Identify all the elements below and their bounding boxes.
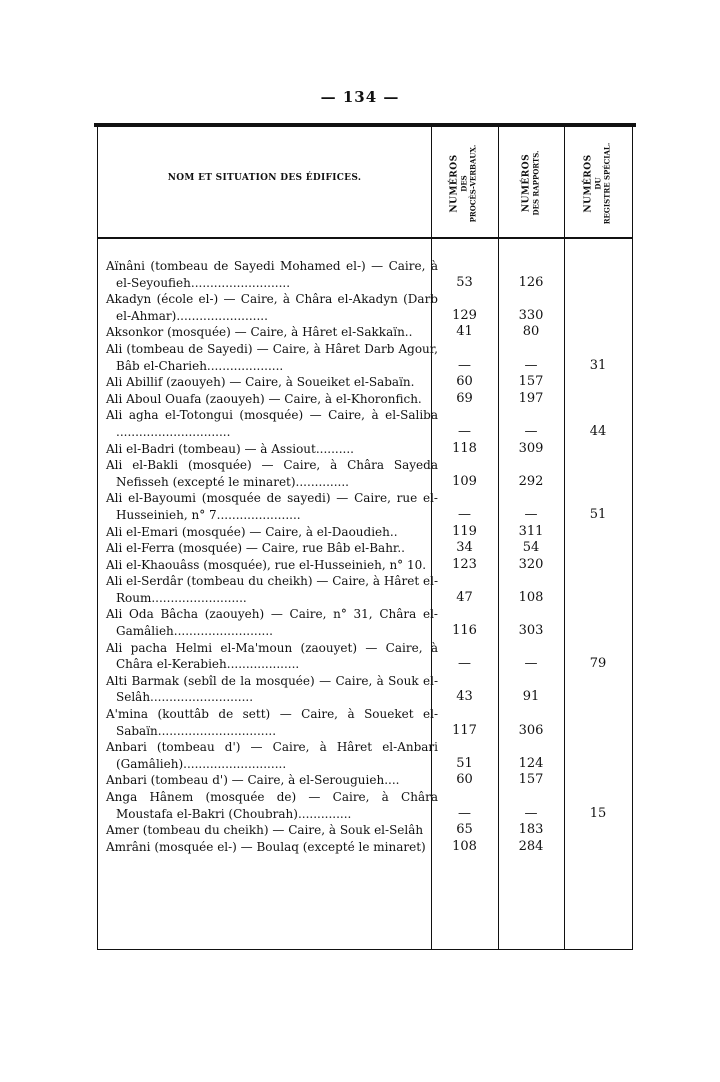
table-body bbox=[98, 258, 632, 855]
rapport-number: — bbox=[524, 423, 538, 439]
page-number: — 134 — bbox=[320, 88, 400, 106]
edifice-name: Ali el-Bakli (mosquée) — Caire, à Châra Sayeda Nefisseh (excepté le minaret).............. bbox=[106, 458, 438, 489]
rapport-number: 54 bbox=[522, 540, 540, 556]
rapport-number: 80 bbox=[522, 324, 540, 340]
rapport-number: 292 bbox=[518, 473, 544, 489]
edifice-name: Ali Oda Bâcha (zaouyeh) — Caire, n° 31, Châra el-Gamâlieh.......................... bbox=[106, 607, 438, 639]
proces-verbal-number: — bbox=[458, 357, 471, 373]
edifice-name: Aksonkor (mosquée) — Caire, à Hâret el-Sakkaïn.. bbox=[106, 325, 413, 340]
header-rule bbox=[98, 237, 632, 239]
edifice-name: Alti Barmak (sebîl de la mosquée) — Caire, à Souk el-Selâh........................... bbox=[106, 673, 438, 705]
table-row bbox=[98, 457, 632, 490]
rapport-number: 330 bbox=[518, 307, 544, 323]
proces-verbal-number: 116 bbox=[452, 623, 477, 639]
proces-verbal-number: 108 bbox=[452, 838, 477, 854]
registre-number: 44 bbox=[589, 423, 607, 439]
proces-verbal-number: 53 bbox=[456, 274, 473, 290]
table-row bbox=[98, 341, 632, 374]
table-row bbox=[98, 441, 632, 458]
proces-verbal-number: 118 bbox=[452, 440, 477, 456]
table-row bbox=[98, 772, 632, 789]
rapport-number: 303 bbox=[518, 623, 544, 639]
table-row bbox=[98, 573, 632, 606]
header-proces-verbaux-line2: DES bbox=[459, 174, 469, 192]
rapport-number: 306 bbox=[518, 722, 544, 738]
rapport-number: 320 bbox=[518, 556, 544, 572]
table-row bbox=[98, 706, 632, 739]
edifice-name: Anbari (tombeau d') — Caire, à Hâret el-Anbari (Gamâlieh)........................... bbox=[106, 740, 438, 771]
edifice-name: Ali agha el-Totongui (mosquée) — Caire, à el-Saliba .............................. bbox=[106, 408, 438, 439]
proces-verbal-number: 47 bbox=[456, 589, 473, 605]
header-name-column: NOM ET SITUATION DES ÉDIFICES. bbox=[167, 173, 362, 183]
rapport-number: 91 bbox=[522, 689, 540, 705]
proces-verbal-number: 109 bbox=[452, 473, 477, 489]
table-row bbox=[98, 324, 632, 341]
edifice-name: Amer (tombeau du cheikh) — Caire, à Souk el-Selâh bbox=[106, 823, 424, 838]
edifice-name: Ali Aboul Ouafa (zaouyeh) — Caire, à el-Khoronfich. bbox=[106, 391, 422, 406]
table-row bbox=[98, 822, 632, 839]
header-rapports-line2: DES RAPPORTS. bbox=[530, 150, 540, 216]
edifice-name: Anbari (tombeau d') — Caire, à el-Serouguieh.... bbox=[106, 773, 400, 788]
edifice-name: Ali el-Khaouâss (mosquée), rue el-Husseinieh, n° 10. bbox=[106, 557, 427, 572]
proces-verbal-number: — bbox=[458, 506, 471, 522]
rapport-number: 124 bbox=[518, 755, 544, 771]
rapport-number: — bbox=[524, 357, 538, 373]
header-registre-line1: NUMÉROS bbox=[583, 153, 594, 213]
proces-verbal-number: 60 bbox=[456, 772, 473, 788]
proces-verbal-number: 65 bbox=[456, 822, 473, 838]
proces-verbal-number: — bbox=[458, 805, 471, 821]
edifice-name: Ali el-Ferra (mosquée) — Caire, rue Bâb el-Bahr.. bbox=[106, 541, 405, 556]
header-proces-verbaux-line3: PROCÈS-VERBAUX. bbox=[468, 144, 478, 222]
edifice-name: Amrâni (mosquée el-) — Boulaq (excepté le minaret) bbox=[106, 839, 426, 854]
edifice-name: Aïnâni (tombeau de Sayedi Mohamed el-) — Caire, à el-Seyoufieh.......................... bbox=[106, 259, 438, 290]
registre-number: 51 bbox=[589, 506, 607, 522]
rapport-number: 197 bbox=[518, 390, 544, 406]
rapport-number: 157 bbox=[518, 772, 544, 788]
rapport-number: 126 bbox=[518, 274, 544, 290]
header-rapports-line1: NUMÉROS bbox=[520, 153, 531, 213]
rapport-number: — bbox=[524, 506, 538, 522]
rapport-number: — bbox=[524, 805, 538, 821]
rapport-number: 108 bbox=[518, 589, 544, 605]
table-row bbox=[98, 540, 632, 557]
proces-verbal-number: 51 bbox=[456, 755, 473, 771]
proces-verbal-number: — bbox=[458, 656, 471, 672]
proces-verbal-number: 129 bbox=[452, 307, 477, 323]
table-row bbox=[98, 258, 632, 291]
proces-verbal-number: 43 bbox=[456, 689, 473, 705]
table-row bbox=[98, 839, 632, 856]
edifice-name: Ali el-Badri (tombeau) — à Assiout.......... bbox=[106, 441, 354, 456]
proces-verbal-number: 117 bbox=[452, 722, 477, 738]
rapport-number: 183 bbox=[518, 822, 544, 838]
header-proces-verbaux-line1: NUMÉROS bbox=[449, 153, 460, 213]
registre-number: 15 bbox=[589, 805, 607, 821]
edifice-name: Ali el-Serdâr (tombeau du cheikh) — Caire, à Hâret el-Roum......................... bbox=[106, 574, 438, 605]
proces-verbal-number: 41 bbox=[456, 324, 473, 340]
proces-verbal-number: 119 bbox=[452, 523, 477, 539]
edifice-name: Ali Abillif (zaouyeh) — Caire, à Soueiket el-Sabaïn. bbox=[106, 375, 415, 390]
table-row bbox=[98, 524, 632, 541]
edifice-name: Ali (tombeau de Sayedi) — Caire, à Hâret Darb Agour, Bâb el-Charieh.................... bbox=[106, 341, 438, 373]
header-registre-line2: DU bbox=[593, 176, 603, 190]
edifice-name: Anga Hânem (mosquée de) — Caire, à Châra Moustafa el-Bakri (Choubrah).............. bbox=[106, 790, 438, 821]
proces-verbal-number: 34 bbox=[456, 540, 473, 556]
table-row bbox=[98, 407, 632, 440]
rapport-number: 284 bbox=[518, 838, 544, 854]
header-registre bbox=[564, 133, 632, 233]
edifice-name: Ali el-Emari (mosquée) — Caire, à el-Daoudieh.. bbox=[106, 524, 398, 539]
proces-verbal-number: 60 bbox=[456, 374, 473, 390]
registre-number: 31 bbox=[589, 357, 607, 373]
proces-verbal-number: — bbox=[458, 423, 471, 439]
table-top-rule bbox=[94, 123, 636, 127]
edifice-name: Akadyn (école el-) — Caire, à Châra el-Akadyn (Darb el-Ahmar)........................ bbox=[106, 292, 438, 323]
table-row bbox=[98, 606, 632, 639]
edifice-name: Ali pacha Helmi el-Ma'moun (zaouyet) — Caire, à Châra el-Kerabieh................... bbox=[106, 640, 438, 672]
rapport-number: 157 bbox=[518, 374, 544, 390]
table-row bbox=[98, 490, 632, 523]
header-proces-verbaux bbox=[431, 133, 497, 233]
table-row bbox=[98, 789, 632, 822]
rapport-number: 309 bbox=[518, 440, 544, 456]
proces-verbal-number: 69 bbox=[456, 390, 473, 406]
table-row bbox=[98, 640, 632, 673]
edifice-name: A'mina (kouttâb de sett) — Caire, à Soueket el-Sabaïn............................... bbox=[106, 707, 438, 738]
header-registre-line3: REGISTRE SPÉCIAL. bbox=[602, 142, 612, 224]
table-row bbox=[98, 557, 632, 574]
header-rapports bbox=[498, 133, 564, 233]
buildings-table bbox=[97, 125, 633, 950]
table-row bbox=[98, 739, 632, 772]
edifice-name: Ali el-Bayoumi (mosquée de sayedi) — Caire, rue el-Husseinieh, n° 7...................... bbox=[106, 491, 438, 522]
table-row bbox=[98, 391, 632, 408]
table-row bbox=[98, 374, 632, 391]
table-row bbox=[98, 673, 632, 706]
rapport-number: 311 bbox=[518, 523, 544, 539]
rapport-number: — bbox=[524, 656, 538, 672]
table-row bbox=[98, 291, 632, 324]
proces-verbal-number: 123 bbox=[452, 556, 477, 572]
registre-number: 79 bbox=[589, 656, 607, 672]
